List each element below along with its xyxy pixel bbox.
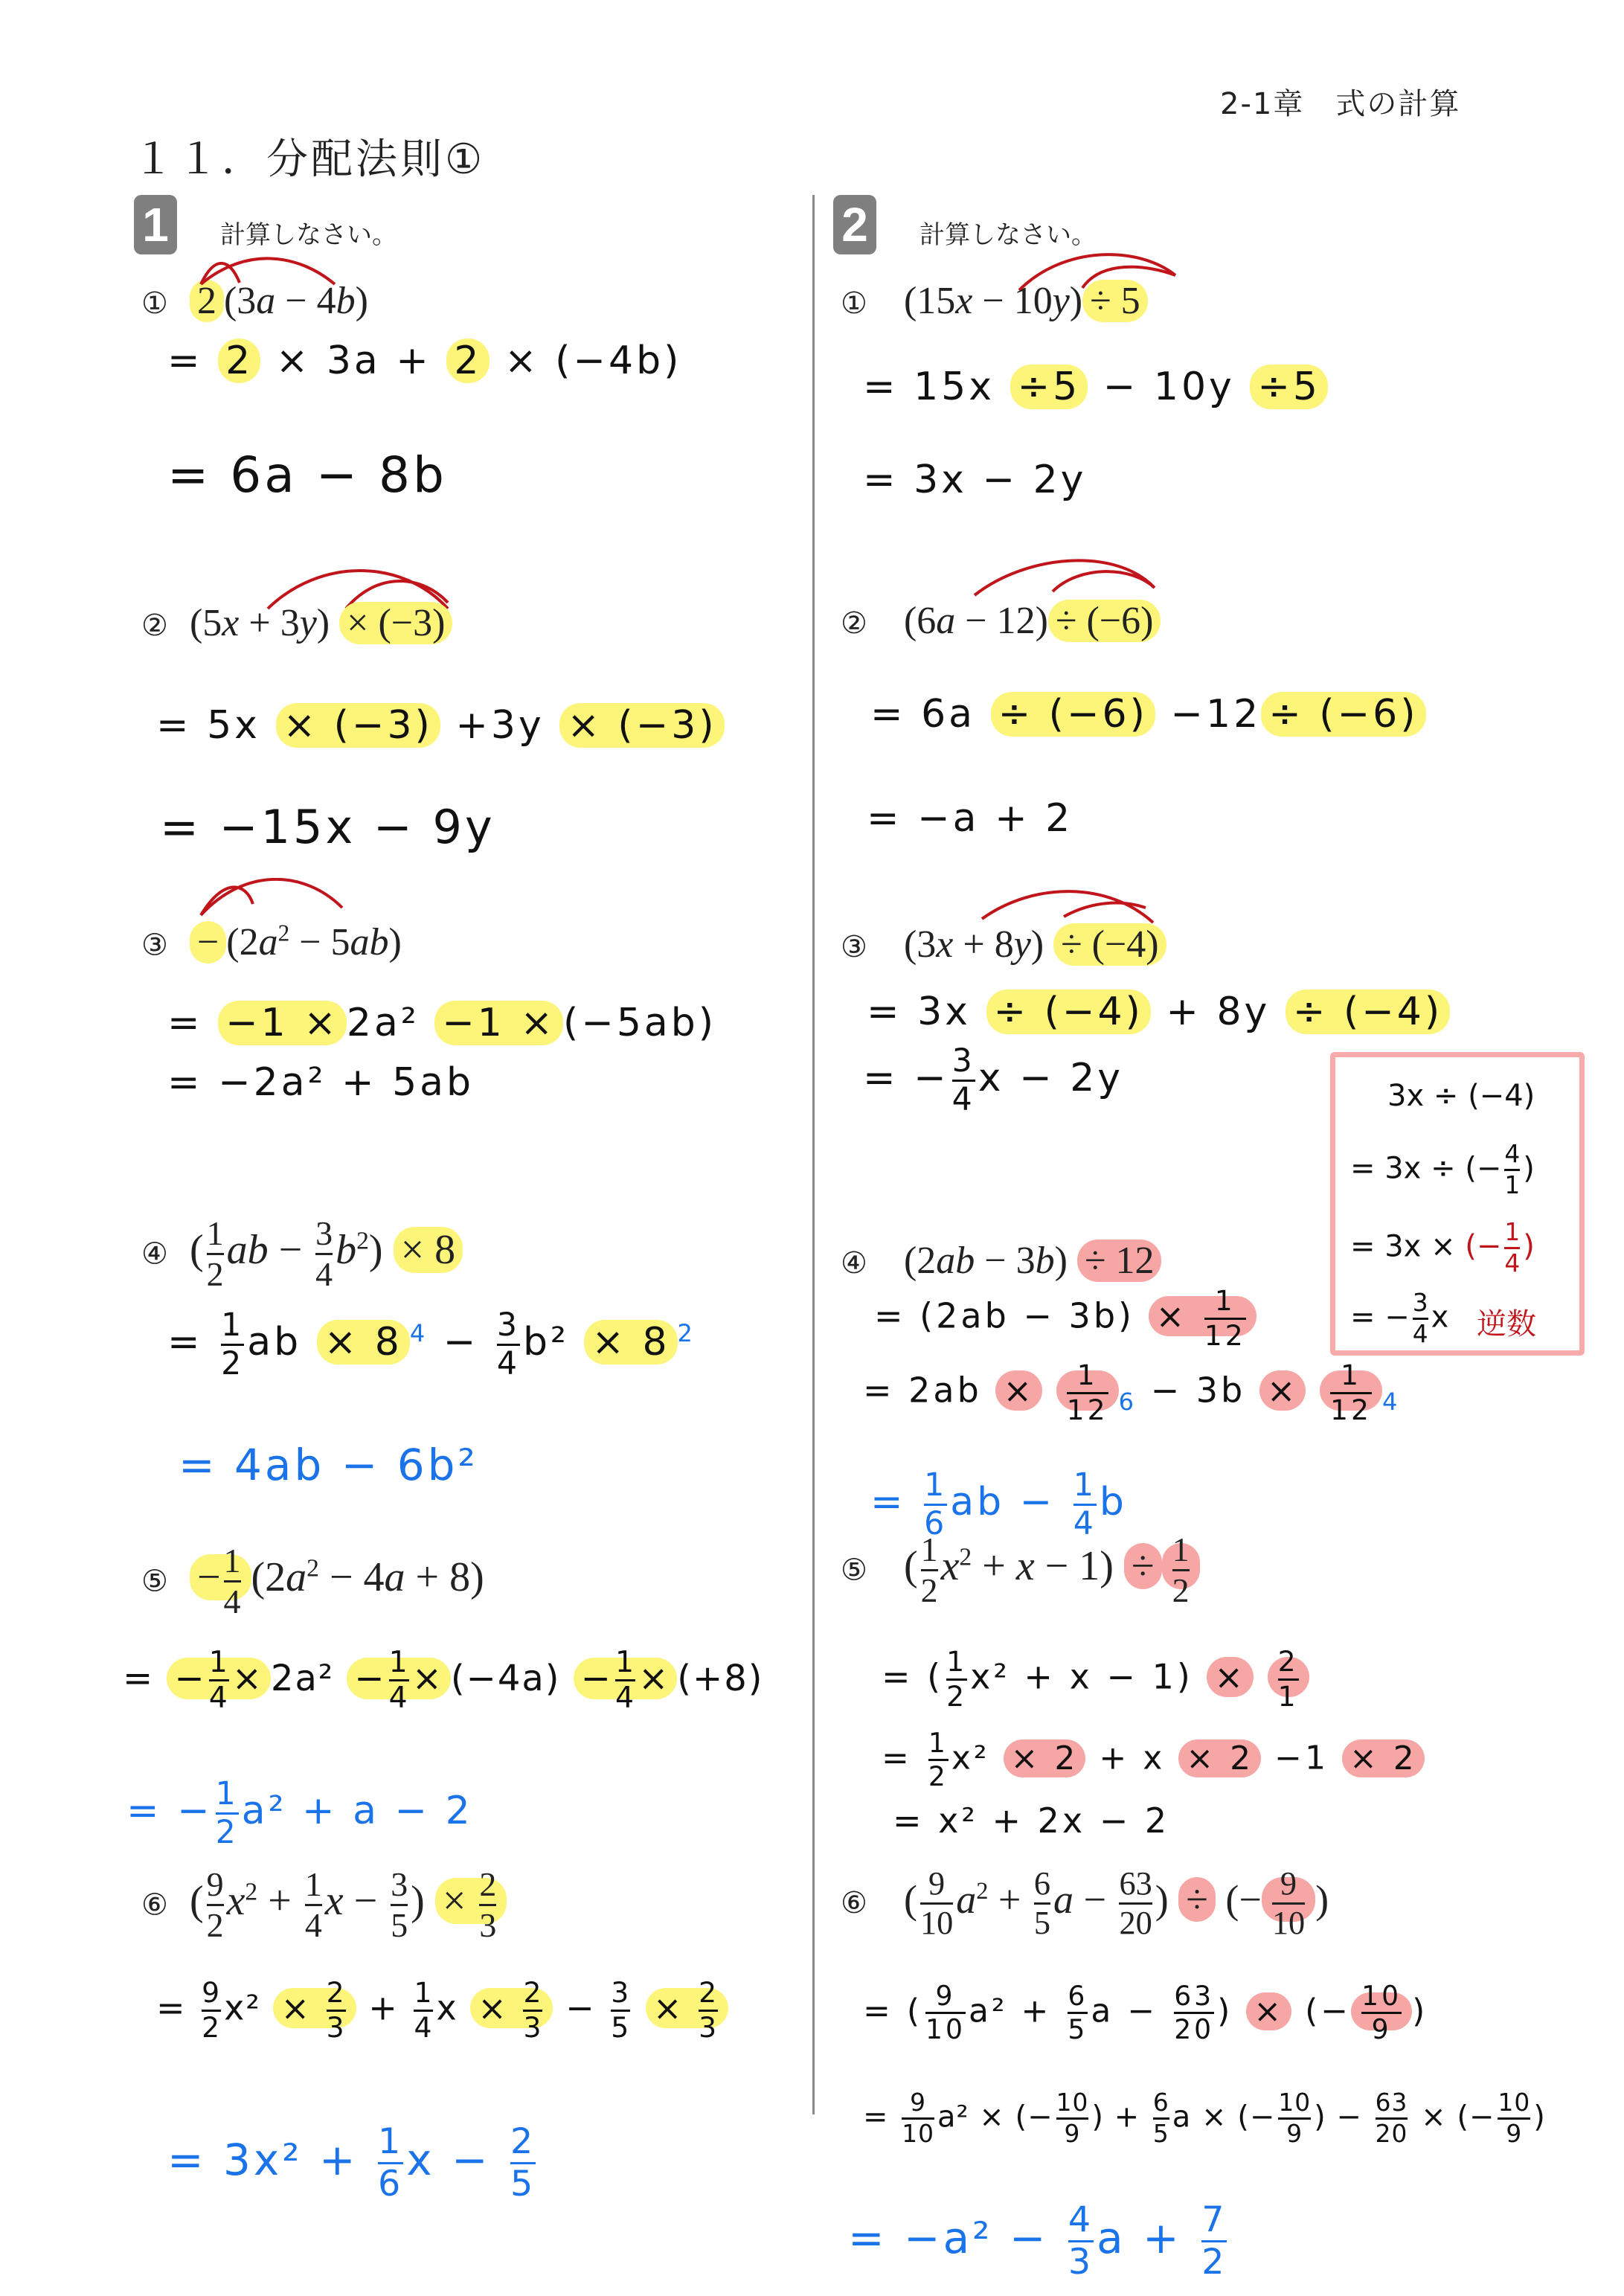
step: = − $\frac{1}{4}$ × 2a² − $\frac{1}{4}$ × (−4a) − $\frac{1}{4}$ × (+8)	[123, 1645, 764, 1716]
step: = $\frac{1}{2}$ ab × 8 $^4$ − $\frac{3}{4}$ b² × 8 $^2$	[167, 1306, 696, 1382]
problem-number: ③	[141, 928, 168, 963]
answer: = x² + 2x − 2	[893, 1800, 1170, 1841]
problem-2-5: ⑤ ( $\frac{1}{2}$ $x^2 + x - 1$) ÷ $\frac{1}{2}$	[841, 1533, 1200, 1608]
step: = 6a ÷ (−6) −12 ÷ (−6)	[870, 692, 1426, 737]
step: = 3x ÷ (−4) + 8y ÷ (−4)	[867, 990, 1450, 1034]
note-line: = 3x ÷ (− $\frac{4}{1}$ )	[1350, 1140, 1535, 1199]
problem-2-2: ② (6a − 12) ÷ (−6)	[841, 599, 1161, 643]
problem-1-1: ① 2 (3a − 4b)	[141, 280, 368, 322]
distribution-arrow-icon	[960, 558, 1198, 603]
column-divider	[812, 195, 815, 2114]
problem-1-6: ⑥ ( $\frac{9}{2}$ $x^2$ + $\frac{1}{4}$ x − $\frac{3}{5}$ ) × $\frac{2}{3}$	[141, 1867, 507, 1943]
step: = ( $\frac{9}{10}$ a² + $\frac{6}{5}$ a − $\frac{63}{20}$ ) × (− $\frac{10}{9}$ )	[863, 1981, 1428, 2046]
answer: = −15x − 9y	[160, 800, 495, 854]
answer: = − $\frac{3}{4}$ x − 2y	[863, 1042, 1124, 1118]
step: = $\frac{9}{2}$ x² × $\frac{2}{3}$ + $\frac{1}{4}$ x × $\frac{2}{3}$ − $\frac{3}{5}$ × $\frac{2}{3}$	[156, 1979, 728, 2042]
problem-1-5: ⑤ − $\frac{1}{4}$ $(2a^2 - 4a + 8)$	[141, 1542, 484, 1620]
note-line: = − $\frac{3}{4}$ x	[1350, 1289, 1449, 1348]
step: = 2 × 3a + 2 × (−4b)	[167, 339, 682, 383]
problem-1-2: ② (5x + 3y) × (−3)	[141, 601, 452, 645]
problem-number: ⑥	[841, 1886, 867, 1921]
problem-number: ②	[841, 606, 867, 641]
problem-number: ⑤	[141, 1564, 168, 1599]
note-line: = 3x × (− $\frac{1}{4}$ )	[1350, 1218, 1535, 1277]
answer: = −2a² + 5ab	[167, 1060, 475, 1105]
section-1-instruction: 計算しなさい。	[220, 220, 397, 250]
problem-1-4: ④ ( $\frac{1}{2}$ ab − $\frac{3}{4}$ $b^2) \times 8$	[141, 1216, 463, 1292]
section-1-badge: 1	[134, 195, 177, 254]
answer: = 3x − 2y	[863, 458, 1087, 502]
step: = (2ab − 3b) × $\frac{1}{12}$	[874, 1287, 1256, 1350]
problem-2-3: ③ (3x + 8y) ÷ (−4)	[841, 923, 1166, 966]
problem-1-3: ③ − $(2a^2 - 5ab)$	[141, 920, 402, 964]
problem-2-6: ⑥ ( $\frac{9}{10}$ $a^2$ + $\frac{6}{5}$ a − $\frac{63}{20}$ ) ÷ (− $\frac{9}{10}$ )	[841, 1865, 1329, 1942]
answer: = $\frac{1}{6}$ ab − $\frac{1}{4}$ b	[870, 1466, 1127, 1542]
problem-number: ⑤	[841, 1553, 867, 1588]
step: = ( $\frac{1}{2}$ x² + x − 1) × $\frac{2}{1}$	[882, 1648, 1309, 1710]
step: = 5x × (−3) +3y × (−3)	[156, 703, 725, 748]
page-title: １１．分配法則①	[132, 135, 486, 184]
step: = 2ab × $\frac{1}{12}$ $_6$ − 3b × $\frac{1}{12}$ $_4$	[863, 1359, 1401, 1426]
distribution-arrow-icon	[186, 253, 350, 290]
answer: = 4ab − 6b²	[179, 1440, 478, 1490]
answer: = 3x² + $\frac{1}{6}$ x − $\frac{2}{5}$	[167, 2121, 536, 2204]
answer: = −a² − $\frac{4}{3}$ a + $\frac{7}{2}$	[848, 2199, 1227, 2283]
section-2-badge: 2	[833, 195, 876, 254]
note-line: 3x ÷ (−4)	[1387, 1079, 1535, 1113]
step: = $\frac{9}{10}$ a² × (− $\frac{10}{9}$ ) + $\frac{6}{5}$ a × (− $\frac{10}{9}$ ) − $\frac{63}{20}$ × (− $\frac{10}{9}$ )	[863, 2088, 1546, 2148]
step: = 15x ÷5 − 10y ÷5	[863, 365, 1328, 409]
answer: = − $\frac{1}{2}$ a² + a − 2	[126, 1775, 473, 1851]
problem-number: ①	[141, 286, 168, 321]
problem-2-4: ④ (2ab − 3b) ÷ 12	[841, 1239, 1161, 1283]
problem-number: ③	[841, 930, 867, 964]
problem-number: ②	[141, 609, 168, 643]
reciprocal-label: 逆数	[1477, 1307, 1536, 1341]
answer: = 6a − 8b	[167, 446, 447, 504]
problem-number: ④	[841, 1246, 867, 1280]
problem-number: ⑥	[141, 1888, 168, 1923]
problem-number: ④	[141, 1237, 168, 1272]
answer: = −a + 2	[867, 796, 1073, 841]
chapter-label: 2-1章 式の計算	[1220, 87, 1461, 121]
problem-number: ①	[841, 286, 867, 321]
section-2-instruction: 計算しなさい。	[919, 220, 1097, 250]
step: = −1 × 2a² −1 × (−5ab)	[167, 1001, 717, 1045]
step: = $\frac{1}{2}$ x² × 2 + x × 2 −1 × 2	[882, 1730, 1425, 1790]
problem-2-1: ① (15x − 10y) ÷ 5	[841, 279, 1148, 323]
distribution-arrow-icon	[179, 878, 372, 923]
